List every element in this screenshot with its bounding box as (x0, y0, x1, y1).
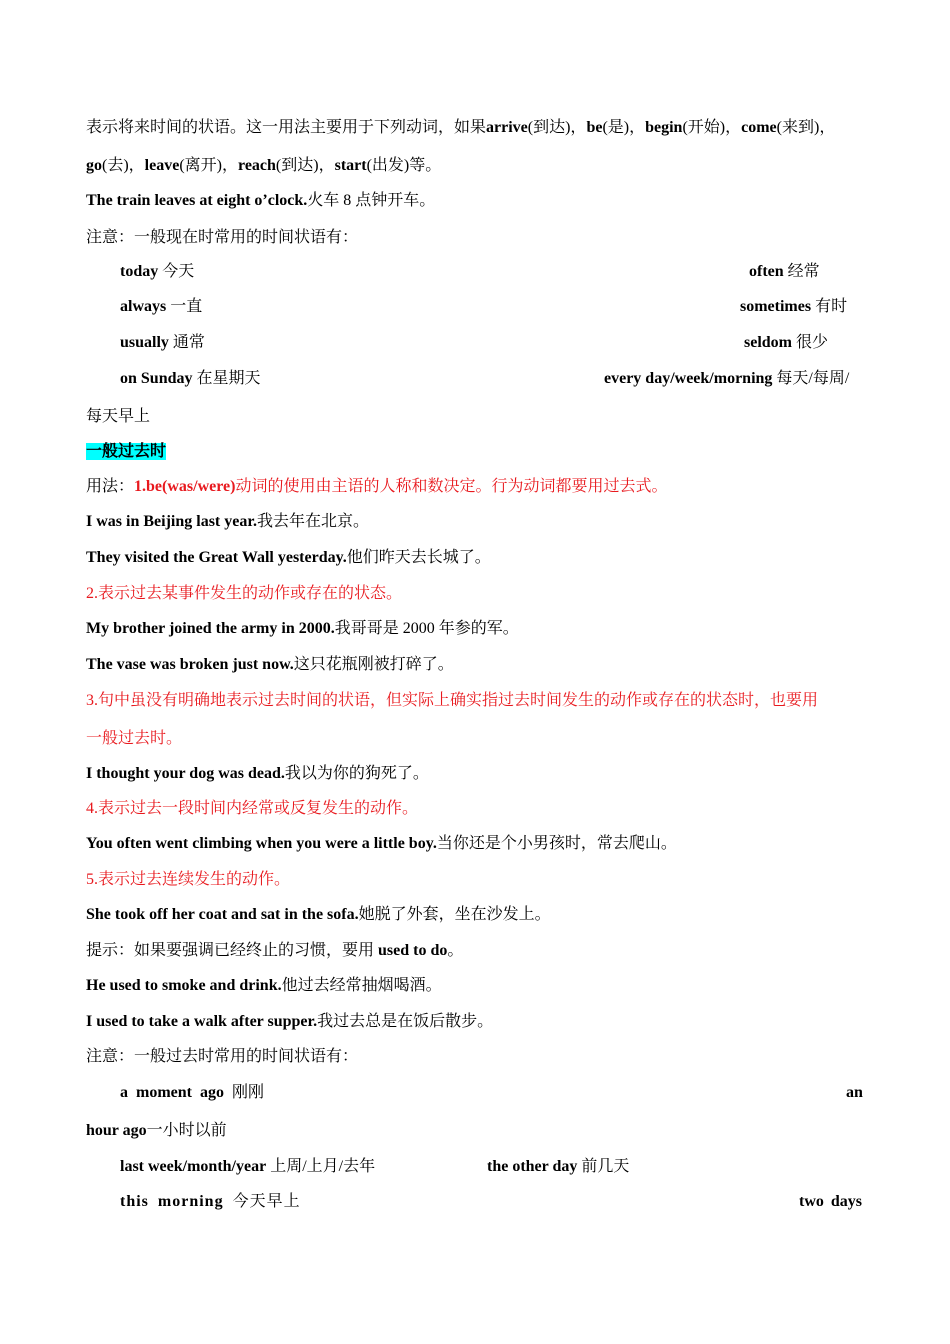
adverbial-en: this morning (120, 1193, 224, 1210)
present-note: 注意：一般现在时常用的时间状语有： (86, 229, 359, 246)
gloss-arrive: (到达)， (527, 119, 587, 136)
section-heading-text: 一般过去时 (86, 443, 167, 460)
adverbial-zh: 通常 (172, 334, 205, 351)
example-zh: 这只花瓶刚被打碎了。 (293, 656, 454, 673)
adverbial-usually (120, 333, 205, 353)
example-en: He used to smoke and drink. (86, 977, 282, 994)
verb-begin: begin (645, 119, 683, 136)
example-6 (86, 834, 677, 854)
usage-label: 用法： (86, 478, 135, 495)
rule-1-text: 动词的使用由主语的人称和数决定。行为动词都要用过去式。 (235, 478, 668, 495)
example-en: The train leaves at eight o’clock. (86, 192, 308, 209)
gloss-go: (去)， (102, 157, 145, 174)
section-heading-past (86, 442, 166, 462)
adverbial-zh: 在星期天 (196, 370, 261, 387)
adverbial-en: usually (120, 334, 169, 351)
example-zh: 我去年在北京。 (256, 513, 369, 530)
adverbial-en: on Sunday (120, 370, 193, 387)
adverbial-hour-ago (86, 1121, 227, 1141)
adverbial-zh: 经常 (787, 263, 820, 280)
example-1 (86, 512, 369, 532)
example-zh: 他过去经常抽烟喝酒。 (281, 977, 442, 994)
tip (86, 941, 463, 961)
example-zh: 火车 8 点钟开车。 (307, 192, 436, 209)
rule-5: 5.表示过去连续发生的动作。 (86, 871, 291, 888)
adverbial-zh: 刚刚 (231, 1084, 264, 1101)
example-5 (86, 764, 429, 784)
intro-line-2 (86, 156, 441, 176)
adverbial-zh: 今天 (162, 263, 195, 280)
adverbial-last (120, 1157, 375, 1177)
tip-end: 。 (447, 942, 464, 959)
adverbial-on-sunday (120, 369, 261, 389)
rule-1-bold: 1.be(was/were) (134, 478, 236, 495)
example-zh: 我以为你的狗死了。 (284, 765, 429, 782)
example-3 (86, 619, 519, 639)
adverbial-en: hour ago (86, 1122, 147, 1139)
present-example (86, 191, 435, 211)
adverbial-zh: 上周/上月/去年 (270, 1158, 376, 1175)
adverbial-en: seldom (744, 334, 792, 351)
adverbial-often (749, 262, 820, 282)
verb-come: come (741, 119, 777, 136)
verb-start: start (334, 157, 367, 174)
adverbial-zh: 有时 (815, 298, 848, 315)
example-en: You often went climbing when you were a little boy. (86, 835, 437, 852)
adverbial-seldom (744, 333, 828, 353)
adverbial-en: last week/month/year (120, 1158, 267, 1175)
adverbial-zh: 今天早上 (232, 1193, 301, 1210)
adverbial-an: an (846, 1084, 863, 1101)
example-zh: 我过去总是在饭后散步。 (317, 1013, 494, 1030)
example-en: She took off her coat and sat in the sofa. (86, 906, 359, 923)
adverbial-zh: 每天/每周/ (776, 370, 850, 387)
tip-bold: used to do (378, 942, 448, 959)
rule-3-line-2: 一般过去时。 (86, 730, 183, 747)
example-7 (86, 905, 551, 925)
verb-leave: leave (144, 157, 180, 174)
example-zh: 我哥哥是 2000 年参的军。 (334, 620, 519, 637)
gloss-begin: (开始)， (682, 119, 742, 136)
rule-1 (86, 477, 667, 497)
rule-3-line-1: 3.句中虽没有明确地表示过去时间的状语，但实际上确实指过去时间发生的动作或存在的状态时，也要用 (86, 692, 819, 709)
verb-be: be (586, 119, 603, 136)
adverbial-a-moment-ago (120, 1083, 264, 1103)
example-en: My brother joined the army in 2000. (86, 620, 335, 637)
adverbial-en: today (120, 263, 159, 280)
adverbial-sometimes (740, 297, 847, 317)
adverbial-en: every day/week/morning (604, 370, 773, 387)
gloss-reach: (到达)， (275, 157, 335, 174)
example-en: They visited the Great Wall yesterday. (86, 549, 347, 566)
example-2 (86, 548, 491, 568)
adverbial-always (120, 297, 202, 317)
adverbial-en: often (749, 263, 784, 280)
example-zh: 当你还是个小男孩时，常去爬山。 (436, 835, 677, 852)
example-en: The vase was broken just now. (86, 656, 294, 673)
adverbial-other-day (487, 1157, 629, 1177)
adverbial-wrap-text: 每天早上 (86, 408, 151, 425)
adverbial-en: always (120, 298, 167, 315)
adverbial-today (120, 262, 194, 282)
example-4 (86, 655, 454, 675)
adverbial-en: sometimes (740, 298, 812, 315)
rule-2: 2.表示过去某事件发生的动作或存在的状态。 (86, 585, 403, 602)
gloss-come: (来到)， (776, 119, 836, 136)
past-note: 注意：一般过去时常用的时间状语有： (86, 1048, 359, 1065)
example-8 (86, 976, 442, 996)
adverbial-zh: 一直 (170, 298, 203, 315)
adverbial-every-day (604, 369, 849, 389)
example-zh: 他们昨天去长城了。 (346, 549, 491, 566)
adverbial-en: a moment ago (120, 1084, 224, 1101)
intro-text: 表示将来时间的状语。这一用法主要用于下列动词，如果 (86, 119, 487, 136)
rule-4: 4.表示过去一段时间内经常或反复发生的动作。 (86, 800, 419, 817)
intro-line-1 (86, 118, 835, 138)
gloss-leave: (离开)， (179, 157, 238, 174)
example-9 (86, 1012, 493, 1032)
adverbial-en: the other day (487, 1158, 578, 1175)
example-en: I used to take a walk after supper. (86, 1013, 318, 1030)
verb-reach: reach (238, 157, 276, 174)
adverbial-this-morning (120, 1192, 301, 1212)
verb-go: go (86, 157, 102, 174)
adverbial-zh: 前几天 (581, 1158, 630, 1175)
adverbial-two-days: two days (799, 1193, 863, 1210)
adverbial-zh: 一小时以前 (146, 1122, 227, 1139)
example-zh: 她脱了外套，坐在沙发上。 (358, 906, 551, 923)
example-en: I thought your dog was dead. (86, 765, 285, 782)
gloss-start: (出发)等。 (366, 157, 442, 174)
gloss-be: (是)， (602, 119, 646, 136)
example-en: I was in Beijing last year. (86, 513, 257, 530)
tip-text: 提示：如果要强调已经终止的习惯，要用 (86, 942, 379, 959)
adverbial-zh: 很少 (796, 334, 829, 351)
verb-arrive: arrive (486, 119, 528, 136)
